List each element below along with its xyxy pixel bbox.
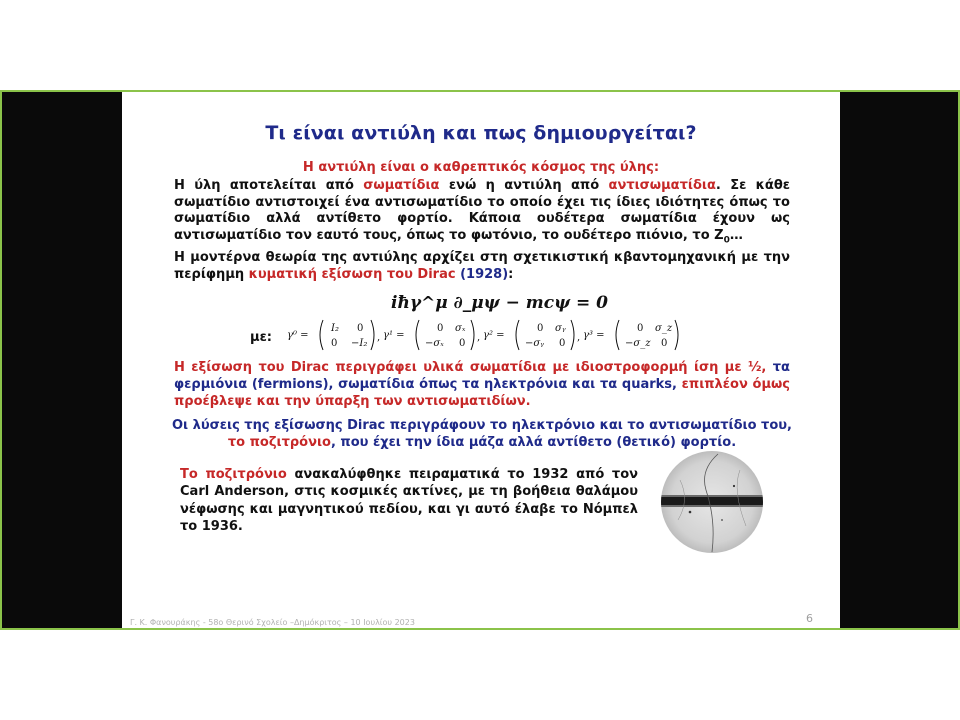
svg-text:,: , bbox=[577, 332, 581, 343]
cloud-chamber-photo bbox=[660, 450, 764, 554]
svg-text:0: 0 bbox=[537, 323, 544, 334]
slide bbox=[122, 92, 840, 628]
svg-text:0: 0 bbox=[637, 323, 644, 334]
svg-text:0: 0 bbox=[661, 338, 668, 349]
svg-text:σₓ: σₓ bbox=[455, 323, 466, 334]
svg-text:σ_z: σ_z bbox=[655, 323, 673, 334]
gamma-matrices bbox=[287, 318, 727, 356]
svg-text:0: 0 bbox=[331, 338, 338, 349]
dirac-equation-formula bbox=[391, 290, 609, 314]
paragraph-positron-discovery: Το ποζιτρόνιο ανακαλύφθηκε πειραματικά το 1932 από τον Carl Anderson, στις κοσμικές ακτίνες, με τη βοήθεια θαλάμου νέφωσης και μαγνητικού πεδίου, και γι αυτό έλαβε το Νόμπελ το 1936. bbox=[180, 467, 638, 535]
paragraph-matter: Η ύλη αποτελείται από σωματίδια ενώ η αντιύλη από αντισωματίδια. Σε κάθε σωματίδιο αντιστοιχεί ένα αντισωματίδιο το οποίο έχει τις ίδιες ιδιότητες όπως το σωματίδιο αλλά αντίθετο φορτίο. Κάποια ουδέτερα σωματίδια έχουν ως αντισωματίδιο τον εαυτό τους, όπως το φωτόνιο, το ουδέτερο πιόνιο, το $Z_0\dots$ bbox=[174, 178, 791, 246]
matrices-label: με: bbox=[250, 330, 273, 345]
slide-subtitle: Η αντιύλη είναι ο καθρεπτικός κόσμος της ύλης: bbox=[302, 160, 660, 175]
svg-text:0: 0 bbox=[357, 323, 364, 334]
svg-text:−σᵧ: −σᵧ bbox=[525, 338, 544, 349]
slide-footer: Γ. Κ. Φανουράκης - 58ο Θερινό Σχολείο –Δημόκριτος – 10 Ιουλίου 2023 bbox=[130, 618, 415, 627]
svg-text:0: 0 bbox=[437, 323, 444, 334]
svg-text:σᵧ: σᵧ bbox=[555, 323, 566, 334]
svg-text:−σₓ: −σₓ bbox=[425, 338, 444, 349]
paragraph-positron-solution: Οι λύσεις της εξίσωσης Dirac περιγράφουν το ηλεκτρόνιο και το αντισωματίδιο του, το ποζιτρόνιο, που έχει την ίδια μάζα αλλά αντίθετο (θετικό) φορτίο. bbox=[172, 418, 792, 450]
svg-text:,: , bbox=[477, 332, 481, 343]
svg-text:−I₂: −I₂ bbox=[351, 338, 368, 349]
slide-title: Τι είναι αντιύλη και πως δημιουργείται? bbox=[265, 122, 697, 144]
gamma0-label: γ⁰ = bbox=[287, 330, 309, 341]
paragraph-dirac-intro: Η μοντέρνα θεωρία της αντιύλης αρχίζει στη σχετικιστική κβαντομηχανική με την περίφημη κυματική εξίσωση του Dirac (1928): bbox=[174, 250, 790, 282]
svg-text:0: 0 bbox=[559, 338, 566, 349]
gamma3-label: γ³ = bbox=[583, 330, 605, 341]
dirac-equation bbox=[122, 290, 840, 319]
svg-text:0: 0 bbox=[459, 338, 466, 349]
paragraph-fermions: Η εξίσωση του Dirac περιγράφει υλικά σωματίδια με ιδιοστροφορμή ίση με ½, τα φερμιόνια (fermions), σωματίδια όπως τα ηλεκτρόνια και τα quarks, επιπλέον όμως προέβλεψε και την ύπαρξη των αντισωματιδίων. bbox=[174, 360, 791, 409]
page-number: 6 bbox=[806, 612, 813, 625]
svg-text:I₂: I₂ bbox=[331, 323, 339, 334]
slide-frame bbox=[0, 90, 960, 630]
dirac-equation-text: iħγ^μ ∂_μψ − mcψ = 0 bbox=[391, 293, 609, 313]
gamma1-label: γ¹ = bbox=[383, 330, 405, 341]
gamma2-label: γ² = bbox=[483, 330, 505, 341]
svg-text:−σ_z: −σ_z bbox=[625, 338, 651, 349]
svg-text:,: , bbox=[377, 332, 381, 343]
